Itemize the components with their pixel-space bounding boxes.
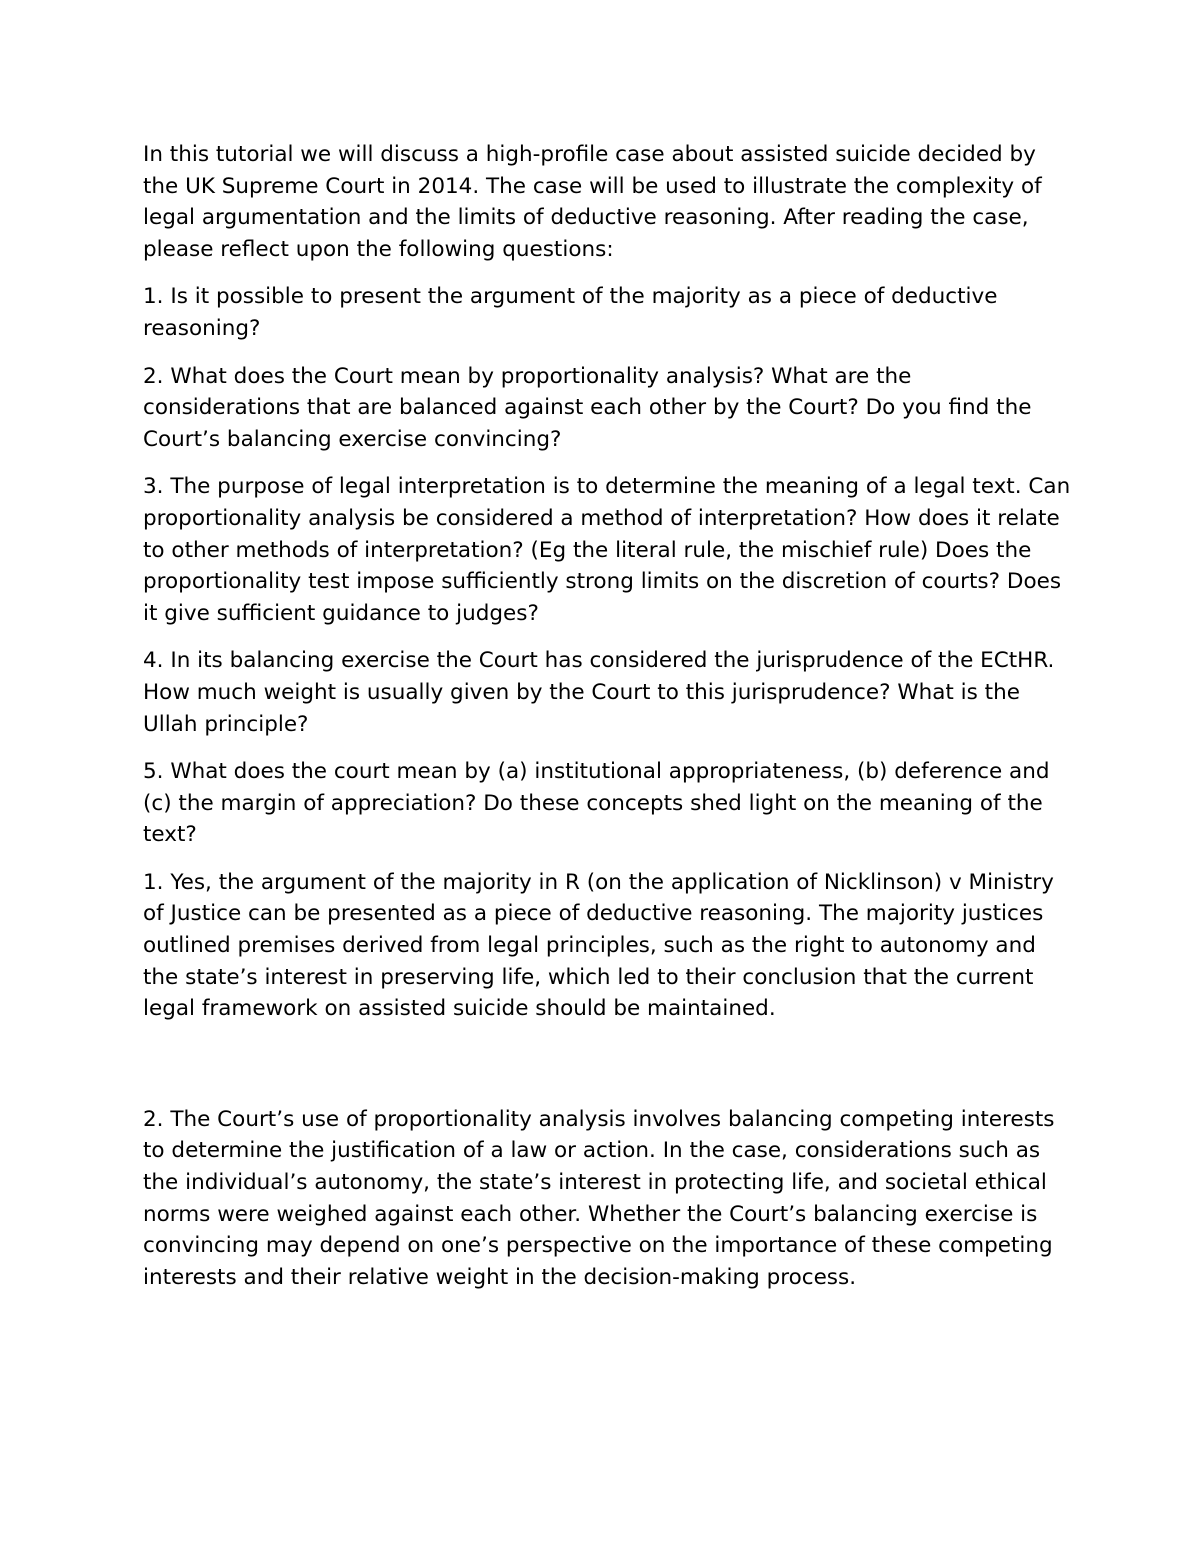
question-4: 4. In its balancing exercise the Court has considered the jurisprudence of the ECtHR. How much weight is usually given by the Court to this jurisprudence? What is the Ullah principle? (143, 648, 1055, 737)
document-page (143, 139, 1073, 1309)
answer-1: 1. Yes, the argument of the majority in R (on the application of Nicklinson) v Ministry of Justice can be presented as a piece of deductive reasoning. The majority justices outlined premises derived from legal principles, such as the right to autonomy and the state’s interest in preserving life, which led to their conclusion that the current legal framework on assisted suicide should be maintained. (143, 869, 1054, 1022)
question-3: 3. The purpose of legal interpretation is to determine the meaning of a legal text. Can proportionality analysis be considered a method of interpretation? How does it relate to other methods of interpretation? (Eg the literal rule, the mischief rule) Does the proportionality test impose sufficiently strong limits on the discretion of courts? Does it give sufficient guidance to judges? (143, 474, 1071, 626)
answer-2: 2. The Court’s use of proportionality analysis involves balancing competing interests to determine the justification of a law or action. In the case, considerations such as the individual’s autonomy, the state’s interest in protecting life, and societal ethical norms were weighed against each other. Whether the Court’s balancing exercise is convincing may depend on one’s perspective on the importance of these competing interests and their relative weight in the decision-making process. (143, 1106, 1055, 1290)
question-5: 5. What does the court mean by (a) institutional appropriateness, (b) deference and (c) the margin of appreciation? Do these concepts shed light on the meaning of the text? (143, 759, 1050, 848)
question-2: 2. What does the Court mean by proportionality analysis? What are the considerations that are balanced against each other by the Court? Do you find the Court’s balancing exercise convincing? (143, 363, 1032, 452)
intro-paragraph: In this tutorial we will discuss a high-profile case about assisted suicide decided by the UK Supreme Court in 2014. The case will be used to illustrate the complexity of legal argumentation and the limits of deductive reasoning. After reading the case, please reflect upon the following questions: (143, 142, 1042, 262)
question-1: 1. Is it possible to present the argument of the majority as a piece of deductive reasoning? (143, 284, 998, 341)
